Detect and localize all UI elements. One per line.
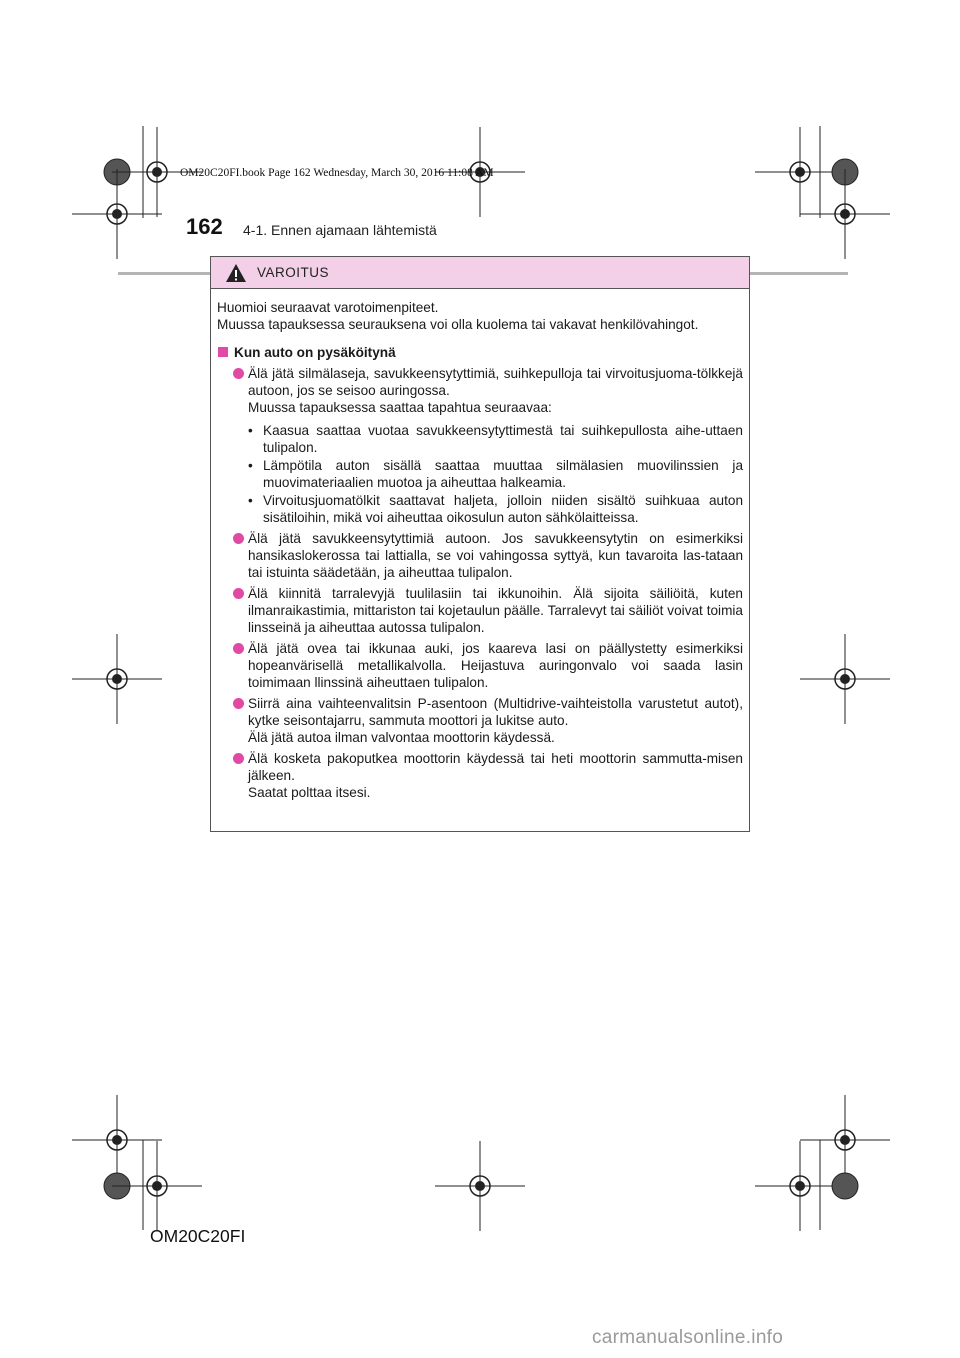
square-bullet-icon <box>218 347 228 357</box>
circle-bullet-icon <box>233 698 244 709</box>
item-text: Siirrä aina vaihteenvalitsin P-asentoon (Multidrive-vaihteistolla varustetut autot), kytke seisontajarru, sammuta moottori ja lukitse auto. <box>248 696 743 728</box>
warning-intro <box>217 299 743 333</box>
item-text: Älä kiinnitä tarralevyjä tuulilasiin tai ikkunoihin. Älä sijoita säiliöitä, kuten ilmanraikastimia, mittariston tai kojetaulun päälle. Tarralevyt tai säiliöt voivat toimia linsseinä ja aiheuttaa autossa tulipalon. <box>248 586 743 635</box>
warning-subheading: Kun auto on pysäköitynä <box>217 344 743 361</box>
warning-item <box>217 640 743 691</box>
item-text: Muussa tapauksessa saattaa tapahtua seuraavaa: <box>248 400 552 415</box>
sub-list-item: • Virvoitusjuomatölkit saattavat haljeta, jolloin niiden sisältö suihkuaa auton sisätiloihin, mikä voi aiheuttaa oikosulun auton sähkölaitteissa. <box>248 493 743 525</box>
item-text: Älä jätä ovea tai ikkunaa auki, jos kaareva lasi on päällystetty esimerkiksi hopeanvärisellä metallikalvolla. Heijastuva auringonvalo voi saada lasin toimimaan llinssinä aiheuttaen tulipalon. <box>248 641 743 690</box>
warning-item <box>217 530 743 581</box>
book-slug: OM20C20FI.book Page 162 Wednesday, March 30, 2016 11:08 AM <box>180 167 494 179</box>
section-title: 4-1. Ennen ajamaan lähtemistä <box>243 222 437 238</box>
watermark: carmanualsonline.info <box>592 1327 784 1348</box>
warning-body <box>211 289 749 801</box>
footer-code: OM20C20FI <box>150 1226 246 1246</box>
circle-bullet-icon <box>233 533 244 544</box>
warning-triangle-icon <box>225 263 247 283</box>
sub-list-item: • Lämpötila auton sisällä saattaa muuttaa silmälasien muovilinssien ja muovimateriaalien muotoa ja aiheuttaa halkeamia. <box>248 458 743 490</box>
item-text: Älä jätä silmälaseja, savukkeensytyttimiä, suihkepulloja tai virvoitusjuoma-tölkkejä autoon, jos se seisoo auringossa. <box>248 366 743 398</box>
sub-list-item: • Kaasua saattaa vuotaa savukkeensytyttimestä tai suihkepullosta aihe-uttaen tulipalon. <box>248 423 743 455</box>
warning-item <box>217 585 743 636</box>
warning-header <box>211 257 749 289</box>
circle-bullet-icon <box>233 753 244 764</box>
warning-item <box>217 750 743 801</box>
item-text: Älä jätä savukkeensytyttimiä autoon. Jos savukkeensytytin on esimerkiksi hansikaslokerossa tai lattialla, se voi vahingossa syttyä, kun tavaroita las-tataan tai istuinta säädetään, ja aiheuttaa tulipalon. <box>248 531 743 580</box>
circle-bullet-icon <box>233 368 244 379</box>
intro-line: Muussa tapauksessa seurauksena voi olla kuolema tai vakavat henkilövahingot. <box>217 317 699 332</box>
item-text: Älä jätä autoa ilman valvontaa moottorin käydessä. <box>248 730 555 745</box>
item-text: Saatat polttaa itsesi. <box>248 785 371 800</box>
warning-label: VAROITUS <box>257 265 330 280</box>
sub-list <box>248 422 743 526</box>
warning-item <box>217 365 743 526</box>
intro-line: Huomioi seuraavat varotoimenpiteet. <box>217 300 439 315</box>
circle-bullet-icon <box>233 643 244 654</box>
item-text: Älä kosketa pakoputkea moottorin käydessä tai heti moottorin sammutta-misen jälkeen. <box>248 751 743 783</box>
page-number: 162 <box>186 214 223 239</box>
warning-box <box>210 256 750 832</box>
circle-bullet-icon <box>233 588 244 599</box>
warning-item <box>217 695 743 746</box>
